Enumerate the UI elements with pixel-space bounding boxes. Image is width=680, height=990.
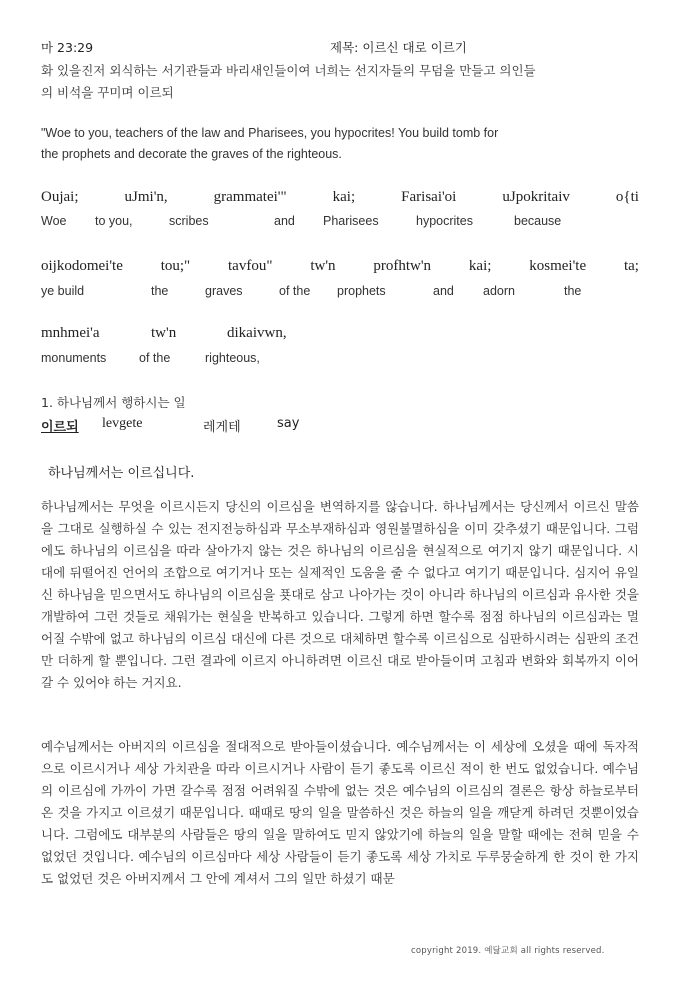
greek-word: profhtw'n [373, 258, 432, 274]
greek-word: tavfou" [228, 258, 273, 274]
greek-word: tw'n [310, 258, 336, 274]
gloss-word: graves [205, 284, 243, 298]
greek-word: mnhmei'a [41, 325, 100, 341]
word-study-greek: levgete [102, 416, 143, 431]
greek-word: kai; [332, 189, 356, 205]
greek-word: oijkodomei'te [41, 258, 123, 274]
english-verse-line-2: the prophets and decorate the graves of the righteous. [41, 147, 342, 161]
gloss-word: prophets [337, 284, 386, 298]
greek-word: dikaivwn, [227, 325, 287, 341]
gloss-word: ye build [41, 284, 85, 298]
korean-verse-line-2: 의 비석을 꾸미며 이르되 [41, 85, 174, 100]
section-heading: 1. 하나님께서 행하시는 일 [41, 395, 186, 410]
greek-word: o{ti [615, 189, 639, 205]
gloss-word: and [433, 284, 454, 298]
gloss-word: of the [139, 351, 171, 365]
gloss-word: of the [279, 284, 311, 298]
greek-word: uJmi'n, [124, 189, 168, 205]
greek-word: uJpokritaiv [502, 189, 570, 205]
greek-word: kai; [468, 258, 492, 274]
gloss-word: the [564, 284, 582, 298]
sermon-title: 제목: 이르신 대로 이르기 [330, 40, 467, 55]
greek-word: tw'n [151, 325, 177, 341]
english-verse-line-1: "Woe to you, teachers of the law and Pharisees, you hypocrites! You build tomb for [41, 126, 499, 140]
gloss-word: adorn [483, 284, 515, 298]
greek-word: grammatei'" [213, 189, 287, 205]
gloss-word: monuments [41, 351, 107, 365]
gloss-word: Pharisees [323, 214, 379, 228]
summary-line: 하나님께서는 이르십니다. [48, 466, 195, 481]
word-study-transliteration: 레게테 [203, 420, 241, 435]
greek-word: kosmei'te [529, 258, 587, 274]
copyright-footer: copyright 2019. 예닮교회 all rights reserved. [411, 946, 605, 956]
gloss-word: righteous, [205, 351, 260, 365]
gloss-word: because [514, 214, 562, 228]
greek-line-2 [41, 258, 639, 275]
gloss-word: to you, [95, 214, 133, 228]
gloss-word: Woe [41, 214, 67, 228]
body-paragraph-1: 하나님께서는 무엇을 이르시든지 당신의 이르심을 변역하지를 않습니다. 하나님께서는 당신께서 이르신 말씀을 그대로 실행하실 수 있는 전지전능하심과 무소부재하심과 영원불멸하심을 이미 갖추셨기 때문입니다. 그럼에도 하나님의 이르심을 따라 살아가지 않는 것은 하나님의 이르심을 현실적으로 여기지 않기 때문입니다. 시대에 뒤떨어진 언어의 조합으로 여기거나 또는 실제적인 도움을 줄 수 없다고 여기기 때문입니다. 심지어 유일신 하나님을 믿으면서도 하나님의 이르심을 푯대로 삼고 나아가는 것이 아니라 하나님의 이르심과 유사한 것을 개발하여 그런 것들로 채워가는 현실을 반복하고 있습니다. 그렇게 하면 할수록 점점 하나님의 이르심과는 멀어질 수밖에 없고 하나님의 이르심 대신에 다른 것으로 대체하면 할수록 이르심으로 심판하시려는 심판의 조건만 더하게 할 뿐입니다. 그런 결과에 이르지 아니하려면 이르신 대로 받아들이며 고침과 변화와 회복까지 이어갈 수 있어야 하는 거지요. [41, 499, 639, 690]
gloss-word: scribes [169, 214, 209, 228]
word-study-korean: 이르되 [41, 420, 79, 435]
korean-verse-line-1: 화 있을진저 외식하는 서기관들과 바리새인들이여 너희는 선지자들의 무덤을 만들고 의인들 [41, 63, 536, 78]
gloss-word: and [274, 214, 295, 228]
greek-line-1 [41, 189, 639, 206]
greek-word: ta; [623, 258, 639, 274]
verse-reference: 마 23:29 [41, 40, 94, 55]
greek-word: tou;" [160, 258, 191, 274]
greek-word: Oujai; [41, 189, 79, 205]
word-study-english: say [277, 416, 300, 431]
body-paragraph-2: 예수님께서는 아버지의 이르심을 절대적으로 받아들이셨습니다. 예수님께서는 이 세상에 오셨을 때에 독자적으로 이르시거나 세상 가치관을 따라 이르시거나 사람이 듣기 좋도록 이르신 적이 한 번도 없었습니다. 예수님의 이르심에 가까이 가면 갈수록 점점 어려워질 수밖에 없는 것은 예수님의 이르심의 결론은 항상 하늘로부터 온 것을 가지고 이르셨기 때문입니다. 때때로 땅의 일을 말씀하신 것은 하늘의 일을 깨닫게 하려던 것뿐이었습니다. 그럼에도 대부분의 사람들은 땅의 일을 말하여도 믿지 않았기에 하늘의 일을 말할 때에는 전혀 믿을 수 없었던 것입니다. 예수님의 이르심마다 세상 사람들이 듣기 좋도록 세상 가치로 두루뭉술하게 한 것이 한 가지도 없었던 것은 아버지께서 그 안에 계셔서 그의 일만 하셨기 때문 [41, 739, 639, 886]
gloss-word: hypocrites [416, 214, 473, 228]
gloss-word: the [151, 284, 169, 298]
greek-word: Farisai'oi [401, 189, 457, 205]
